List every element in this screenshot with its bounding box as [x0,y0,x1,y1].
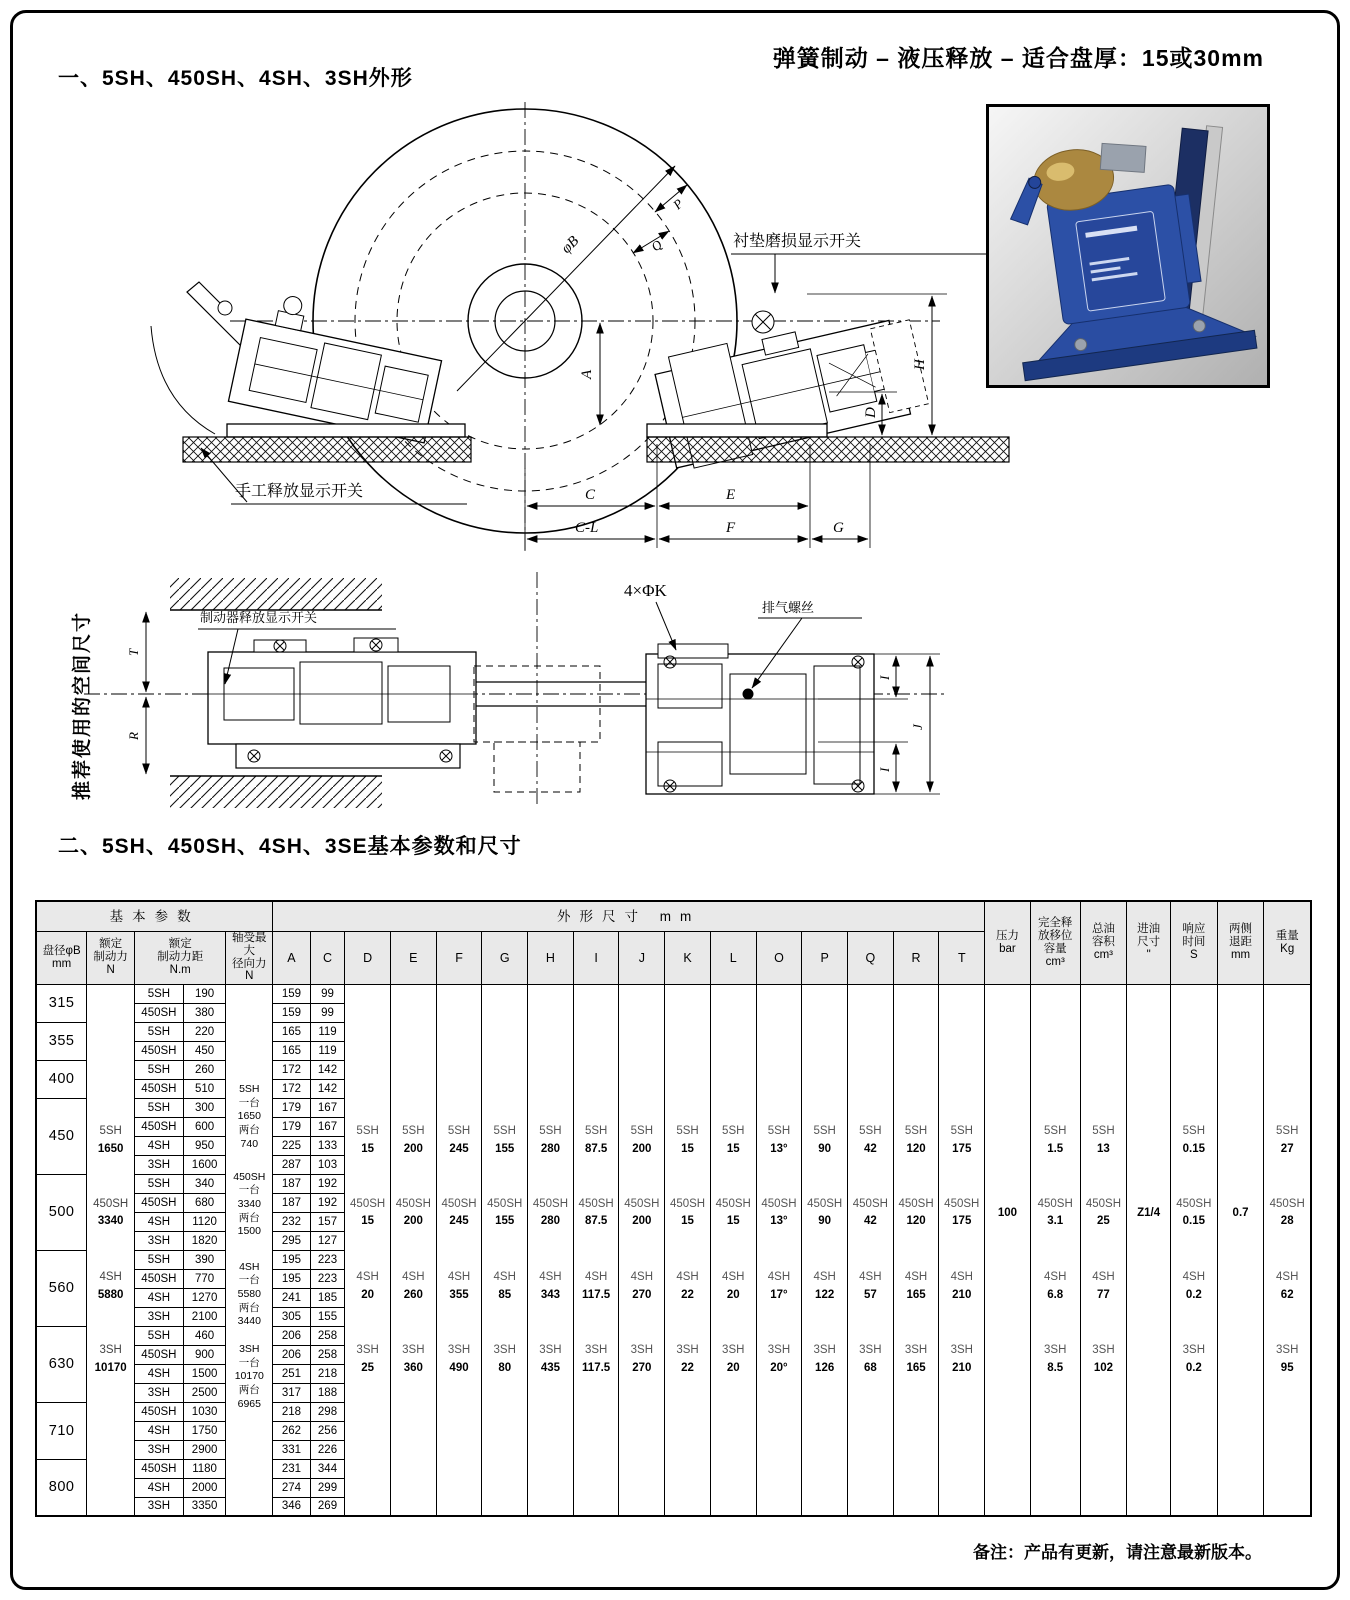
merged-cell-group: 3SH 117.5 [582,1344,611,1375]
cell-A: 159 [273,1003,311,1022]
cell-torque: 1270 [183,1288,226,1307]
merged-cell-group: 3SH 8.5 [1044,1344,1067,1375]
merged-cell-group: 450SH 25 [1085,1197,1122,1228]
left-caliper-top-view [208,638,476,768]
col-header-H: H [528,931,574,984]
release-switch-label: 制动器释放显示开关 [200,610,318,625]
cell-model: 3SH [135,1497,184,1516]
cell-C: 256 [310,1421,345,1440]
col-header-O: O [756,931,802,984]
cell-torque: 3350 [183,1497,226,1516]
merged-cell-group: 450SH 175 [944,1197,980,1228]
cell-torque: 770 [183,1269,226,1288]
release-volume-column [1030,984,1080,1516]
dim-col-I [573,984,619,1516]
cell-torque: 220 [183,1022,226,1041]
col-header-release-volume: 完全释 放移位 容量 cm³ [1030,901,1080,984]
product-photo [986,104,1270,388]
merged-cell-group: 5SH 42 [859,1125,882,1155]
cell-model: 4SH [135,1421,184,1440]
inlet-column: Z1/4 [1127,984,1171,1516]
front-view-drawing [135,96,1015,556]
cell-model: 5SH [135,1326,184,1345]
table-row [36,984,1311,1003]
col-header-C: C [310,931,345,984]
merged-cell-group: 450SH 3.1 [1037,1197,1073,1228]
spec-table [35,900,1312,1517]
cell-model: 450SH [135,1459,184,1478]
merged-cell-group: 450SH 28 [1269,1197,1305,1228]
merged-cell-group: 3SH 20° [767,1344,791,1375]
merged-cell-group: 5SH 1.5 [1044,1125,1067,1155]
merged-cell-group: 5SH 200 [630,1125,654,1155]
merged-cell-group: 4SH 260 [402,1271,425,1301]
space-requirement-label: 推荐使用的空间尺寸 [72,610,93,800]
merged-cell-group: 5SH 0.15 [1182,1125,1206,1155]
col-header-weight: 重量 Kg [1264,901,1311,984]
col-header-D: D [345,931,391,984]
merged-cell-group: 4SH 122 [813,1271,836,1301]
cell-C: 155 [310,1307,345,1326]
col-header-I: I [573,931,619,984]
pressure-column: 100 [985,984,1031,1516]
bolt-pattern-label: 4×ΦK [624,581,667,600]
cell-C: 185 [310,1288,345,1307]
merged-cell-group: 450SH 15 [669,1197,706,1228]
cell-C: 99 [310,984,345,1003]
cell-A: 317 [273,1383,311,1402]
cell-model: 4SH [135,1288,184,1307]
cell-model: 3SH [135,1307,184,1326]
cell-torque: 1750 [183,1421,226,1440]
merged-cell-group: 4SH 165 [904,1271,928,1301]
cell-C: 167 [310,1098,345,1117]
cell-model: 3SH [135,1231,184,1250]
merged-cell-group: 4SH 210 [950,1271,973,1301]
cell-A: 206 [273,1326,311,1345]
merged-cell-group: 3SH 68 [859,1344,882,1375]
dim-D-label: D [863,407,879,418]
cell-disc-size: 450 [36,1098,87,1174]
col-header-F: F [436,931,482,984]
dim-col-K [665,984,711,1516]
merged-cell-group: 5SH 27 [1276,1125,1299,1155]
left-caliper [151,282,465,443]
merged-cell-group: 450SH 15 [350,1197,386,1228]
merged-cell-group: 450SH 120 [898,1197,934,1228]
cell-C: 226 [310,1440,345,1459]
merged-cell-group: 3SH 490 [447,1344,471,1375]
merged-cell-group: 4SH 343 [539,1271,562,1301]
cell-A: 295 [273,1231,311,1250]
dim-T-label: T [126,648,141,656]
cell-model: 3SH [135,1383,184,1402]
dim-col-F [436,984,482,1516]
col-header-G: G [482,931,528,984]
merged-cell-group: 5SH 87.5 [584,1125,608,1155]
col-header-radial-force: 轴受最大 径向力 N [226,931,273,984]
cell-A: 331 [273,1440,311,1459]
merged-cell-group: 3SH 210 [950,1344,973,1375]
merged-cell-group: 5SH 15 [356,1125,379,1155]
diameter-dimensions [457,166,687,391]
cell-C: 298 [310,1402,345,1421]
merged-cell-group: 5SH 200 [402,1125,425,1155]
col-header-L: L [710,931,756,984]
rated-force-column [87,984,135,1516]
brake-photo-illustration [989,107,1267,385]
col-header-T: T [939,931,985,984]
cell-model: 450SH [135,1003,184,1022]
cell-C: 127 [310,1231,345,1250]
top-view-drawing [58,556,953,811]
merged-cell-group: 3SH 0.2 [1182,1344,1206,1375]
cell-C: 192 [310,1193,345,1212]
cell-C: 218 [310,1364,345,1383]
dim-col-P [802,984,848,1516]
col-header-K: K [665,931,711,984]
cell-model: 450SH [135,1345,184,1364]
merged-cell-group: 4SH 17° [767,1271,791,1301]
cell-C: 192 [310,1174,345,1193]
merged-cell-group: 5SH 175 [950,1125,973,1155]
merged-cell-group: 450SH 0.15 [1176,1197,1212,1228]
cell-torque: 380 [183,1003,226,1022]
merged-cell-group: 4SH 270 [630,1271,654,1301]
cell-C: 258 [310,1345,345,1364]
col-header-rated-torque: 额定 制动力距 N.m [135,931,226,984]
col-header-inlet: 进油 尺寸 " [1127,901,1171,984]
merged-cell-group: 5SH 15 [676,1125,699,1155]
col-header-A: A [273,931,311,984]
col-header-pressure: 压力 bar [985,901,1031,984]
merged-cell-group: 3SH 95 [1276,1344,1299,1375]
cell-C: 258 [310,1326,345,1345]
cell-model: 5SH [135,1098,184,1117]
cell-A: 165 [273,1022,311,1041]
dim-C-label: C [585,487,596,503]
oil-volume-column [1080,984,1127,1516]
cell-torque: 680 [183,1193,226,1212]
merged-cell-group: 3SH 80 [493,1344,516,1375]
dim-I-bottom-label: I [877,767,892,772]
merged-cell-group: 3SH 20 [722,1344,745,1375]
cell-model: 450SH [135,1193,184,1212]
ground-hatch-left [183,437,471,462]
merged-cell-group: 450SH 13° [761,1197,797,1228]
cell-A: 225 [273,1136,311,1155]
merged-cell-group: 5SH 13° [767,1125,791,1155]
merged-cell-group: 4SH 355 [447,1271,471,1301]
cell-model: 3SH [135,1155,184,1174]
cell-C: 133 [310,1136,345,1155]
col-header-oil-volume: 总油 容积 cm³ [1080,901,1127,984]
cell-torque: 1600 [183,1155,226,1174]
cell-torque: 900 [183,1345,226,1364]
wall-hatch-bottom [170,776,382,808]
cell-torque: 1030 [183,1402,226,1421]
col-header-J: J [619,931,665,984]
merged-cell-group: 3SH 360 [402,1344,425,1375]
right-caliper-top-view [646,644,874,794]
merged-cell-group: 4SH 0.2 [1182,1271,1206,1301]
cell-torque: 2900 [183,1440,226,1459]
cell-A: 179 [273,1117,311,1136]
dim-col-G [482,984,528,1516]
merged-cell-group: 5SH 一台 1650 两台 740 [237,1083,261,1150]
cell-C: 142 [310,1060,345,1079]
merged-cell-group: 5SH 280 [539,1125,562,1155]
dim-col-E [390,984,436,1516]
dim-A-label: A [579,369,595,379]
dim-col-D [345,984,391,1516]
merged-cell-group: 5SH 15 [722,1125,745,1155]
dim-I-top-label: I [877,675,892,680]
merged-cell-group: 4SH 5880 [97,1271,124,1301]
merged-cell-group: 4SH 62 [1276,1271,1299,1301]
cell-C: 157 [310,1212,345,1231]
retract-column: 0.7 [1217,984,1264,1516]
merged-cell-group: 3SH 435 [539,1344,562,1375]
cell-disc-size: 500 [36,1174,87,1250]
merged-cell-group: 4SH 117.5 [582,1271,611,1301]
cell-disc-size: 630 [36,1326,87,1402]
cell-A: 274 [273,1478,311,1497]
cell-model: 450SH [135,1041,184,1060]
cell-torque: 950 [183,1136,226,1155]
bleed-screw-label: 排气螺丝 [762,600,815,615]
cell-C: 99 [310,1003,345,1022]
merged-cell-group: 4SH 一台 5580 两台 3440 [237,1260,261,1328]
merged-cell-group: 5SH 245 [447,1125,471,1155]
cell-A: 231 [273,1459,311,1478]
col-header-disc: 盘径φB mm [36,931,87,984]
cell-torque: 1120 [183,1212,226,1231]
dim-R-label: R [126,732,141,740]
cell-C: 167 [310,1117,345,1136]
cell-model: 5SH [135,1174,184,1193]
cell-torque: 300 [183,1098,226,1117]
cell-disc-size: 560 [36,1250,87,1326]
cell-C: 103 [310,1155,345,1174]
cell-C: 119 [310,1041,345,1060]
merged-cell-group: 450SH 3340 [93,1197,129,1228]
merged-cell-group: 4SH 77 [1092,1271,1115,1301]
cell-model: 5SH [135,1022,184,1041]
cell-torque: 2000 [183,1478,226,1497]
page-banner: 弹簧制动 – 液压释放 – 适合盘厚：15或30mm [772,45,1264,71]
merged-cell-group: 3SH 25 [356,1344,379,1375]
cell-model: 450SH [135,1079,184,1098]
cell-torque: 260 [183,1060,226,1079]
cell-torque: 460 [183,1326,226,1345]
cell-model: 4SH [135,1364,184,1383]
cell-A: 287 [273,1155,311,1174]
cell-C: 188 [310,1383,345,1402]
cell-A: 262 [273,1421,311,1440]
dim-G-label: G [833,520,844,536]
cell-A: 195 [273,1250,311,1269]
merged-cell-group: 4SH 6.8 [1044,1271,1067,1301]
dim-col-J [619,984,665,1516]
merged-cell-group: 3SH 10170 [94,1344,127,1375]
cell-disc-size: 400 [36,1060,87,1098]
dim-F-label: F [726,520,736,536]
cell-model: 5SH [135,1250,184,1269]
cell-C: 269 [310,1497,345,1516]
cell-C: 223 [310,1250,345,1269]
dim-col-R [893,984,939,1516]
dim-P-label: P [669,195,686,213]
cell-model: 450SH [135,1269,184,1288]
cell-A: 346 [273,1497,311,1516]
cell-A: 206 [273,1345,311,1364]
cell-torque: 190 [183,984,226,1003]
merged-cell-group: 450SH 87.5 [578,1197,614,1228]
merged-cell-group: 4SH 20 [722,1271,745,1301]
cell-model: 3SH [135,1440,184,1459]
cell-torque: 2100 [183,1307,226,1326]
merged-cell-group: 5SH 155 [493,1125,516,1155]
cell-C: 344 [310,1459,345,1478]
bolt-pattern-leader [656,602,676,650]
merged-cell-group: 5SH 1650 [97,1125,124,1155]
wall-hatch-top [170,578,382,610]
cell-model: 4SH [135,1136,184,1155]
merged-cell-group: 450SH 200 [624,1197,660,1228]
col-header-response: 响应 时间 S [1170,901,1217,984]
dim-phiB-label: φB [558,233,583,257]
cell-model: 5SH [135,984,184,1003]
cell-disc-size: 355 [36,1022,87,1060]
cell-model: 450SH [135,1402,184,1421]
merged-cell-group: 450SH 15 [715,1197,751,1228]
merged-cell-group: 5SH 120 [904,1125,928,1155]
cell-torque: 510 [183,1079,226,1098]
merged-cell-group: 450SH 155 [487,1197,523,1228]
col-header-Q: Q [848,931,894,984]
merged-cell-group: 3SH 102 [1092,1344,1115,1375]
merged-cell-group: 450SH 90 [807,1197,843,1228]
merged-cell-group: 4SH 57 [859,1271,882,1301]
cell-A: 218 [273,1402,311,1421]
dim-col-L [710,984,756,1516]
merged-cell-group: 450SH 一台 3340 两台 1500 [233,1170,266,1238]
cell-C: 142 [310,1079,345,1098]
cell-torque: 390 [183,1250,226,1269]
cell-A: 165 [273,1041,311,1060]
section1-title: 一、5SH、450SH、4SH、3SH外形 [58,67,413,90]
table-header-row-1 [36,901,1311,931]
merged-cell-group: 5SH 90 [813,1125,836,1155]
col-header-rated-force: 额定 制动力 N [87,931,135,984]
dim-col-O [756,984,802,1516]
disc-dashed-outline [474,666,600,742]
merged-cell-group: 5SH 13 [1092,1125,1115,1155]
merged-cell-group: 4SH 22 [676,1271,699,1301]
merged-cell-group: 4SH 20 [356,1271,379,1301]
cell-C: 119 [310,1022,345,1041]
cell-torque: 600 [183,1117,226,1136]
cell-disc-size: 315 [36,984,87,1022]
merged-cell-group: 450SH 245 [441,1197,477,1228]
footer-note: 备注：产品有更新，请注意最新版本。 [973,1543,1262,1562]
cell-A: 305 [273,1307,311,1326]
cell-A: 241 [273,1288,311,1307]
col-header-retract: 两侧 退距 mm [1217,901,1264,984]
cell-torque: 1500 [183,1364,226,1383]
response-column [1170,984,1217,1516]
basic-params-group-header: 基本参数 [36,901,273,931]
dim-col-T [939,984,985,1516]
cell-A: 179 [273,1098,311,1117]
dim-Q-label: Q [647,236,665,255]
cell-C: 299 [310,1478,345,1497]
merged-cell-group: 450SH 280 [532,1197,569,1228]
dim-CL-label: C-L [575,520,599,536]
weight-column [1264,984,1311,1516]
cell-A: 195 [273,1269,311,1288]
cell-A: 172 [273,1060,311,1079]
cell-torque: 2500 [183,1383,226,1402]
col-header-E: E [390,931,436,984]
wear-switch-label: 衬垫磨损显示开关 [733,233,862,250]
col-header-P: P [802,931,848,984]
cell-A: 232 [273,1212,311,1231]
cell-model: 4SH [135,1212,184,1231]
cell-torque: 340 [183,1174,226,1193]
merged-cell-group: 4SH 85 [493,1271,516,1301]
ground-hatch-right [647,437,1009,462]
dim-E-label: E [726,487,736,503]
dim-J-label: J [910,724,925,730]
cell-A: 251 [273,1364,311,1383]
dim-H-label: H [912,359,928,370]
cell-disc-size: 710 [36,1402,87,1459]
merged-cell-group: 3SH 270 [630,1344,654,1375]
dim-col-Q [848,984,894,1516]
cell-model: 450SH [135,1117,184,1136]
manual-switch-label: 手工释放显示开关 [235,483,364,500]
section2-title: 二、5SH、450SH、4SH、3SE基本参数和尺寸 [58,835,522,858]
merged-cell-group: 3SH 126 [813,1344,836,1375]
merged-cell-group: 3SH 22 [676,1344,699,1375]
cell-disc-size: 800 [36,1459,87,1516]
merged-cell-group: 3SH 一台 10170 两台 6965 [234,1342,264,1410]
cell-A: 187 [273,1193,311,1212]
col-header-R: R [893,931,939,984]
cell-model: 4SH [135,1478,184,1497]
cell-torque: 1820 [183,1231,226,1250]
cell-model: 5SH [135,1060,184,1079]
dimensions-group-header: 外形尺寸 mm [273,901,985,931]
radial-force-column [226,984,273,1516]
cell-A: 187 [273,1174,311,1193]
spec-table-wrapper [35,900,1312,1517]
merged-cell-group: 450SH 42 [852,1197,888,1228]
merged-cell-group: 3SH 165 [904,1344,928,1375]
cell-torque: 450 [183,1041,226,1060]
dim-col-H [528,984,574,1516]
cell-A: 159 [273,984,311,1003]
cell-A: 172 [273,1079,311,1098]
cell-C: 223 [310,1269,345,1288]
merged-cell-group: 450SH 200 [395,1197,431,1228]
cell-torque: 1180 [183,1459,226,1478]
